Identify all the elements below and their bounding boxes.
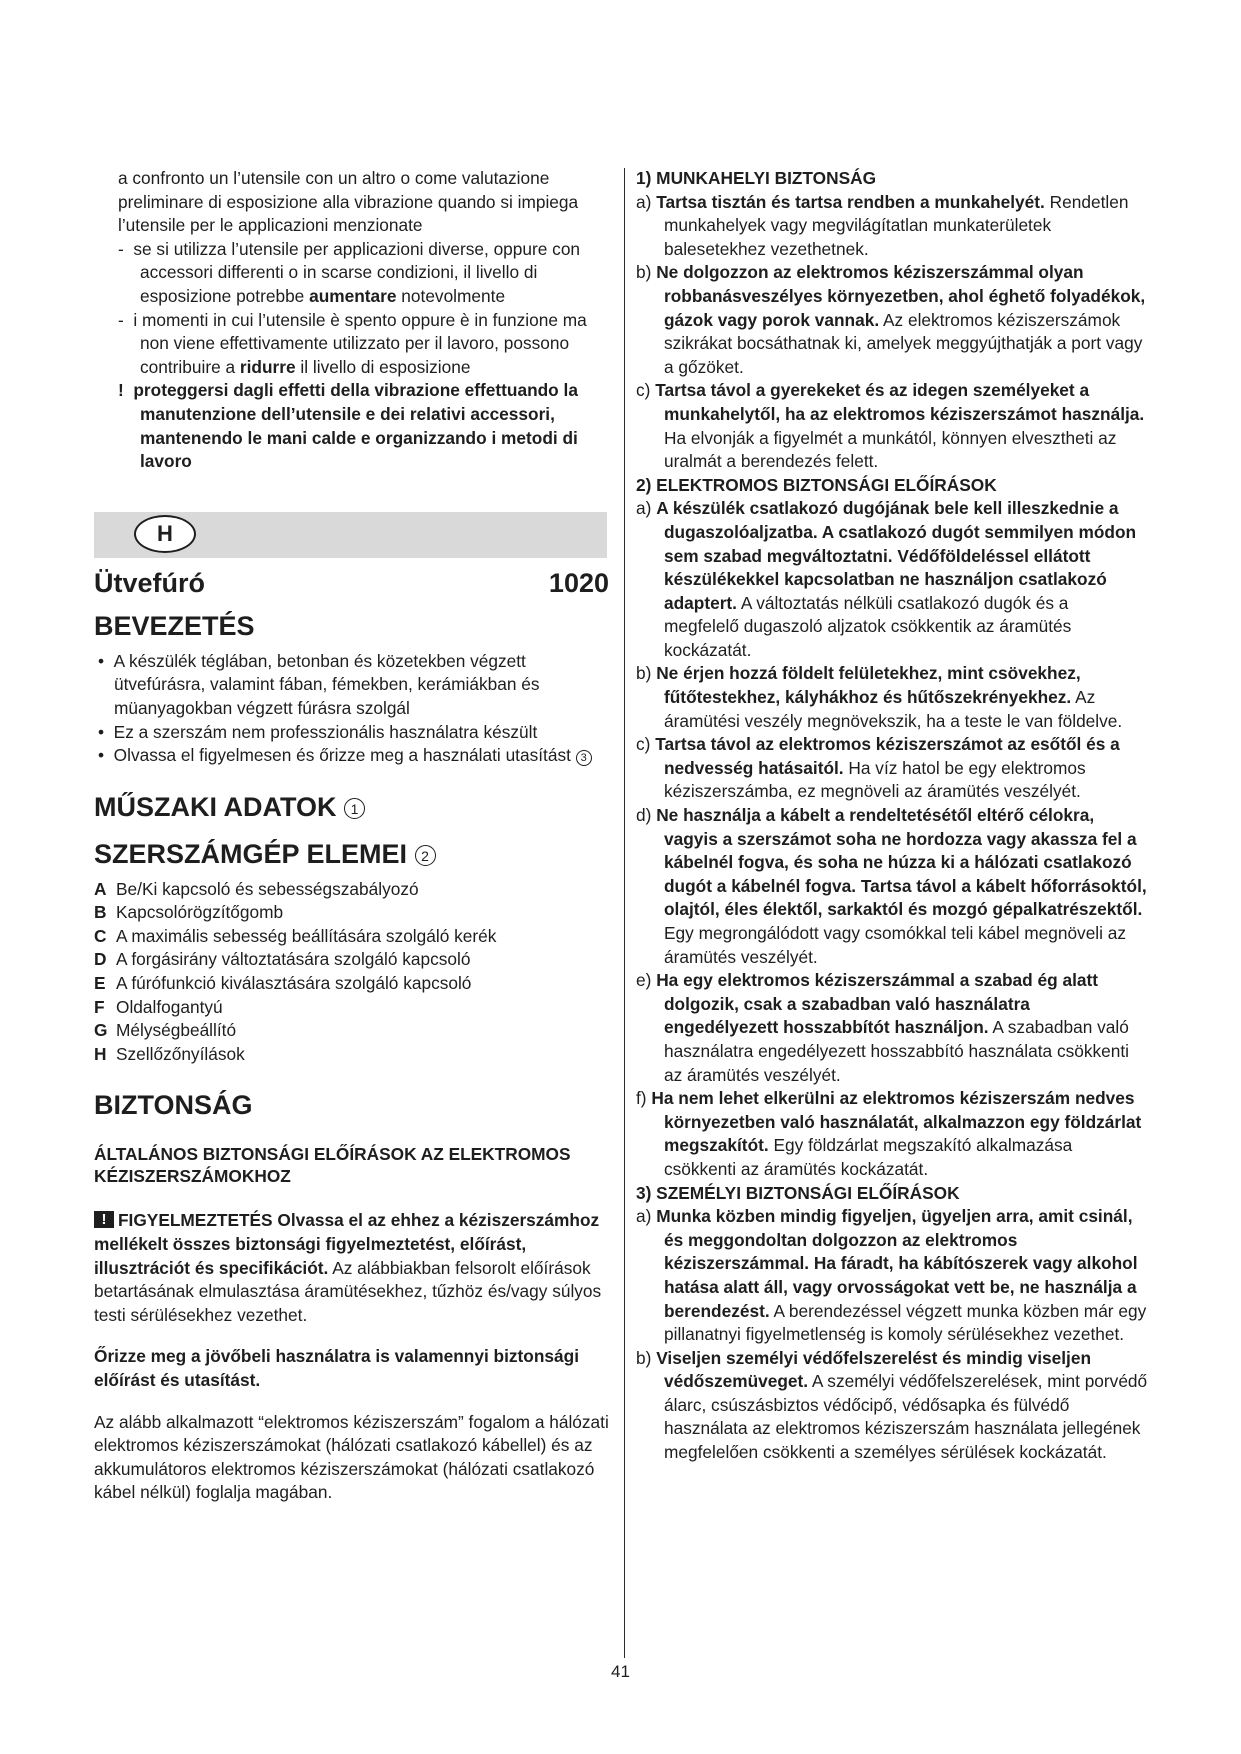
rule-section-title-1: 1) MUNKAHELYI BIZTONSÁG (636, 168, 877, 188)
part-item: E A fúrófunkció kiválasztására szolgáló kapcsoló (94, 973, 472, 994)
part-item: B Kapcsolórögzítőgomb (94, 902, 284, 923)
italian-item-1: - se si utilizza l’utensile per applicazioni diverse, oppure con accessori differenti o in scarse condizioni, il livello di esposizione potrebbe aumentare notevolmente (118, 238, 581, 306)
safety-definition: Az alább alkalmazott “elektromos kéziszerszám” fogalom a hálózati elektromos kéziszerszámokat (hálózati csatlakozó kábellel) és az akkumulátoros elektromos kéziszerszámokat (hálózati csatlakozó kábel nélkül) foglalja magában. (94, 1411, 609, 1503)
rule-1a: a) Tartsa tisztán és tartsa rendben a munkahelyét. Rendetlen munkahelyek vagy megvilágítatlan munkaterületek balesetekhez vezethetnek. (636, 191, 1129, 259)
warning-icon (94, 1211, 114, 1228)
column-divider (624, 168, 625, 1658)
part-item: D A forgásirány változtatására szolgáló kapcsoló (94, 949, 471, 970)
rule-2c: c) Tartsa távol az elektromos kéziszerszámot az esőtől és a nedvesség hatásaitól. Ha víz hatol be egy elektromos kéziszerszámba, ez megnöveli az áramütés veszélyét. (636, 734, 1120, 802)
rule-2e: e) Ha egy elektromos kéziszerszámmal a szabad ég alatt dolgozik, csak a szabadban való használatra engedélyezett hosszabbítót használjon. A szabadban való használatra engedélyezett hosszabbító használata csökkenti az áramütés veszélyét. (636, 970, 1129, 1085)
product-title (94, 568, 609, 599)
intro-bullets (94, 650, 609, 768)
page-number: 41 (611, 1662, 630, 1681)
rule-2a: a) A készülék csatlakozó dugójának bele kell illeszkednie a dugaszolóaljzatba. A csatlakozó dugót semmilyen módon sem szabad megváltoztatni. Védőföldeléssel ellátott készülékekkel kapcsolatban ne használjon csatlakozó adaptert. A változtatás nélküli csatlakozó dugók és a megfelelő dugaszoló aljzatok csökkentik az áramütés kockázatát. (636, 498, 1137, 660)
rule-3a: a) Munka közben mindig figyeljen, ügyeljen arra, amit csinál, és meggondoltan dolgozzon az elektromos kéziszerszámmal. Ha fáradt, ha kábítószerek vagy alkohol hatása alatt áll, vagy orvosságokat vett be, ne használja a berendezést. A berendezéssel végzett munka közben már egy pillanatnyi figyelmetlenség is komoly sérülésekhez vezethet. (636, 1206, 1147, 1345)
safety-warning: !FIGYELMEZTETÉS Olvassa el az ehhez a kéziszerszámhoz mellékelt összes biztonsági figyelmeztetést, előírást, illusztrációt és specifikációt. Az alábbiakban felsorolt előírások betartásának elmulasztása áramütésekhez, tűzhöz és/vagy súlyos testi sérülésekhez vezethet. (94, 1209, 609, 1327)
rule-1b: b) Ne dolgozzon az elektromos kéziszerszámmal olyan robbanásveszélyes környezetben, ahol éghető folyadékok, gázok vagy porok vannak. Az elektromos kéziszerszámok szikrákat bocsáthatnak ki, amelyek meggyújthatják a port vagy a gőzöket. (636, 262, 1146, 377)
rule-3b: b) Viseljen személyi védőfelszerelést és mindig viseljen védőszemüveget. A személyi védőfelszerelések, mint porvédő álarc, csúszásbiztos védőcipő, védősapka és fülvédő használata az elektromos kéziszerszám használata jellegének megfelelően csökkenti a személyes sérülések kockázatát. (636, 1347, 1148, 1463)
intro-bullet-1: • A készülék téglában, betonban és közetekben végzett ütvefúrásra, valamint fában, fémekben, kerámiákban és müanyagokban végzett fúrásra szolgál (98, 650, 540, 718)
italian-warning: ! proteggersi dagli effetti della vibrazione effettuando la manutenzione dell’utensile e dei relativi accessori, mantenendo le mani calde e organizzando i metodi di lavoro (118, 380, 578, 472)
intro-heading: BEVEZETÉS (94, 610, 255, 641)
right-column (636, 167, 1148, 1465)
parts-list (94, 878, 609, 1067)
rule-1c: c) Tartsa távol a gyerekeket és az idegen személyeket a munkahelytől, ha az elektromos kéziszerszámot használja. Ha elvonják a figyelmét a munkától, könnyen elvesztheti az uralmát a berendezés felett. (636, 380, 1145, 472)
italian-intro: a confronto un l’utensile con un altro o come valutazione preliminare di esposizione alla vibrazione quando si impiega l’utensile per le applicazioni menzionate (118, 168, 579, 236)
ref-circle-1: 1 (344, 798, 365, 819)
tech-data-heading: MŰSZAKI ADATOK 1 (94, 792, 609, 823)
rule-section-title-3: 3) SZEMÉLYI BIZTONSÁGI ELŐÍRÁSOK (636, 1182, 960, 1203)
intro-bullet-3: • Olvassa el figyelmesen és őrizze meg a használati utasítást 3 (94, 744, 609, 768)
part-item: F Oldalfogantyú (94, 996, 223, 1017)
product-model: 1020 (548, 567, 609, 598)
italian-item-2: - i momenti in cui l’utensile è spento oppure è in funzione ma non viene effettivamente utilizzato per il lavoro, possono contribuire a ridurre il livello di esposizione (118, 309, 587, 377)
ref-circle-3: 3 (576, 750, 592, 766)
ref-circle-2: 2 (415, 845, 436, 866)
part-item: G Mélységbeállító (94, 1020, 237, 1041)
rule-section-title-2: 2) ELEKTROMOS BIZTONSÁGI ELŐÍRÁSOK (636, 474, 997, 495)
left-column (94, 167, 609, 1505)
part-item: A Be/Ki kapcsoló és sebességszabályozó (94, 878, 419, 899)
safety-keep-note: Őrizze meg a jövőbeli használatra is valamennyi biztonsági előírást és utasítást. (94, 1346, 579, 1390)
language-section-bar (94, 512, 607, 558)
safety-heading: BIZTONSÁG (94, 1090, 253, 1121)
parts-heading: SZERSZÁMGÉP ELEMEI 2 (94, 839, 609, 870)
rule-2f: f) Ha nem lehet elkerülni az elektromos kéziszerszám nedves környezetben való használatát, alkalmazzon egy földzárlat megszakítót. Egy földzárlat megszakító alkalmazása csökkenti az áramütés kockázatát. (636, 1088, 1142, 1179)
intro-bullet-2: • Ez a szerszám nem professzionális használatra készült (98, 721, 538, 742)
rule-2d: d) Ne használja a kábelt a rendeltetésétől eltérő célokra, vagyis a szerszámot soha ne hordozza vagy akassza fel a kábelnél fogva, és soha ne húzza ki a hálózati csatlakozó dugót a kábelnél fogva. Tartsa távol a kábelt hőforrásoktól, olajtól, éles élektől, sarkaktól és mozgó gépalkatrészektől. Egy megrongálódott vagy csomókkal teli kábel megnöveli az áramütés veszélyét. (636, 805, 1147, 967)
rule-2b: b) Ne érjen hozzá földelt felületekhez, mint csövekhez, fűtőtestekhez, kályhákhoz és hűtőszekrényekhez. Az áramütési veszély megnövekszik, ha a teste le van földelve. (636, 663, 1123, 731)
safety-subheading: ÁLTALÁNOS BIZTONSÁGI ELŐÍRÁSOK AZ ELEKTROMOS KÉZISZERSZÁMOKHOZ (94, 1144, 571, 1187)
product-name: Ütvefúró (94, 567, 206, 598)
language-badge: H (134, 515, 196, 553)
part-item: H Szellőzőnyílások (94, 1043, 245, 1064)
italian-vibration-text (94, 167, 609, 474)
part-item: C A maximális sebesség beállítására szolgáló kerék (94, 925, 497, 946)
